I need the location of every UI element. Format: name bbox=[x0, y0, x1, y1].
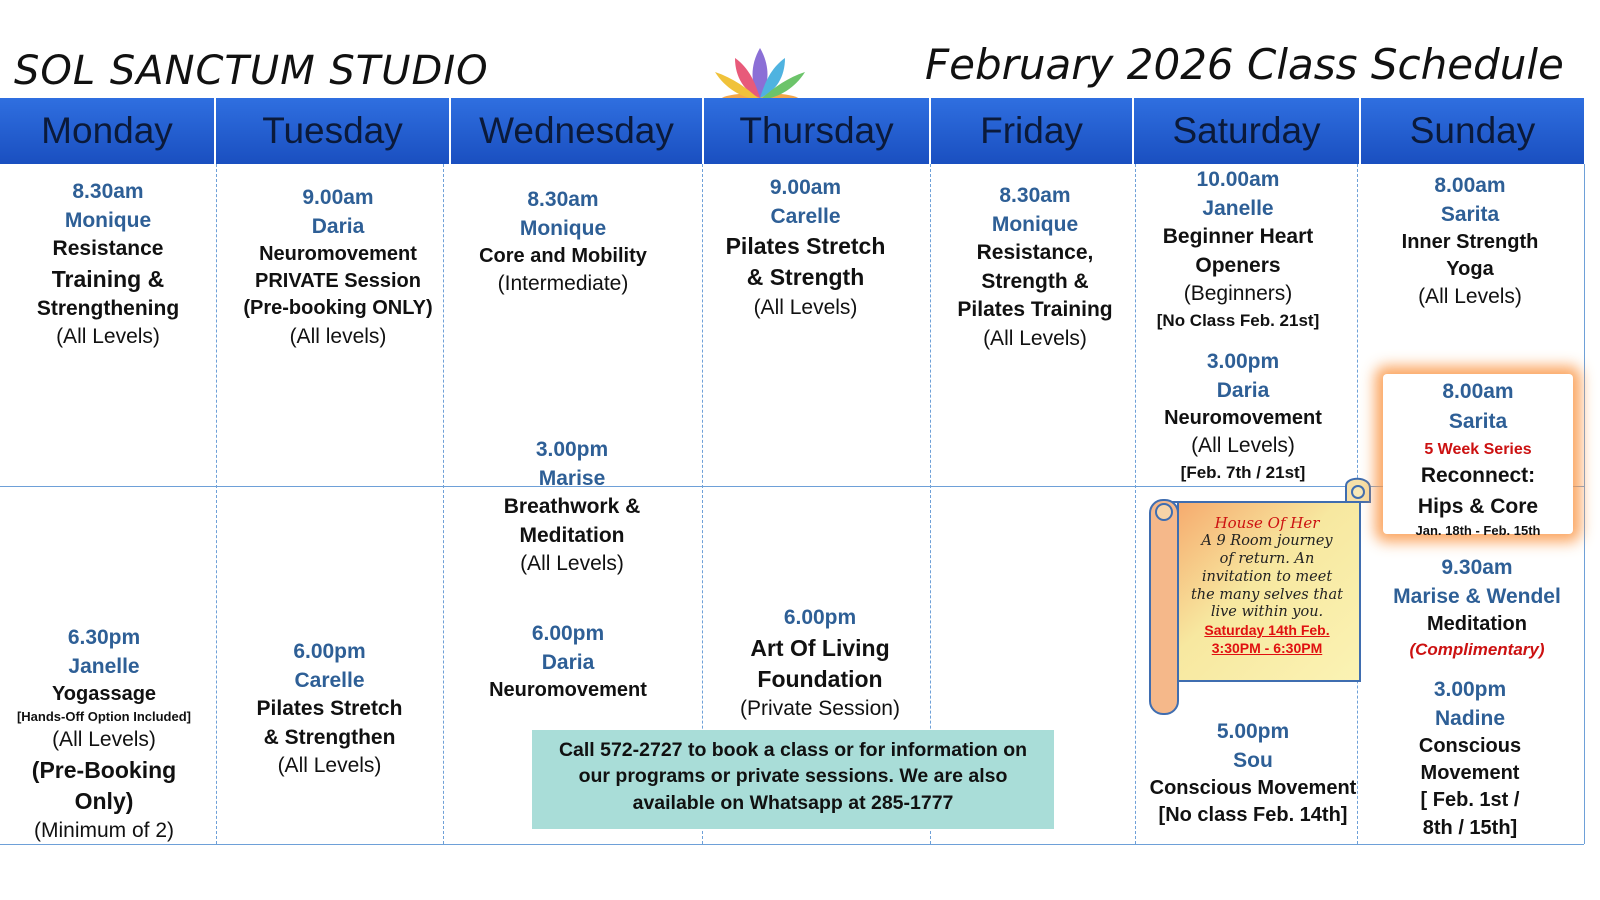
class-time: 6.00pm bbox=[531, 622, 605, 645]
class-teacher: Daria bbox=[1216, 378, 1270, 402]
thursday-morning-class bbox=[692, 174, 919, 322]
day-header-wednesday: Wednesday bbox=[451, 98, 704, 164]
class-time: 8.30am bbox=[527, 188, 599, 211]
monday-morning-class bbox=[0, 178, 216, 352]
class-name: & Strength bbox=[746, 264, 865, 291]
day-header-tuesday: Tuesday bbox=[216, 98, 451, 164]
class-name: Movement bbox=[1420, 762, 1520, 785]
class-level: (Private Session) bbox=[740, 697, 900, 721]
day-header-bar bbox=[0, 98, 1584, 164]
event-line: invitation to meet bbox=[1201, 568, 1333, 585]
class-time: 9.00am bbox=[769, 176, 842, 199]
class-teacher: Monique bbox=[519, 216, 607, 240]
class-level: (All Levels) bbox=[56, 325, 160, 349]
class-teacher: Sarita bbox=[1448, 410, 1508, 434]
class-teacher: Sou bbox=[1233, 748, 1273, 772]
day-header-monday: Monday bbox=[0, 98, 216, 164]
class-name: Art Of Living bbox=[750, 634, 890, 661]
class-name: Hips & Core bbox=[1417, 494, 1539, 518]
class-booking-note: (Pre-Booking Only) bbox=[31, 756, 177, 814]
sunday-mid-class bbox=[1367, 554, 1587, 661]
class-teacher: Monique bbox=[991, 212, 1079, 236]
class-name: & Strengthen bbox=[263, 725, 396, 749]
friday-morning-class bbox=[920, 182, 1150, 353]
class-time: 6.30pm bbox=[67, 626, 141, 649]
day-header-sunday: Sunday bbox=[1409, 110, 1536, 151]
tuesday-evening-class bbox=[216, 638, 443, 781]
class-name: Yoga bbox=[1446, 258, 1494, 281]
class-teacher: Janelle bbox=[68, 654, 140, 678]
event-time: 3:30PM - 6:30PM bbox=[1211, 639, 1323, 656]
class-name: Foundation bbox=[757, 665, 883, 692]
thursday-evening-class bbox=[705, 604, 935, 724]
class-option-note: [Hands-Off Option Included] bbox=[16, 709, 192, 725]
class-teacher: Daria bbox=[311, 214, 365, 238]
contact-info-box bbox=[532, 730, 1054, 829]
class-minimum-note: (Minimum of 2) bbox=[33, 819, 175, 843]
class-name: Yogassage bbox=[51, 683, 157, 706]
event-date: Saturday 14th Feb. bbox=[1204, 622, 1330, 639]
class-name: Core and Mobility bbox=[479, 245, 647, 268]
class-name: Beginner Heart bbox=[1162, 225, 1314, 249]
event-line: A 9 Room journey bbox=[1201, 532, 1333, 549]
class-teacher: Carelle bbox=[770, 204, 841, 228]
class-time: 8.30am bbox=[999, 184, 1071, 207]
day-header-saturday: Saturday bbox=[1134, 98, 1361, 164]
class-time: 6.00pm bbox=[293, 640, 366, 663]
day-header-thursday: Thursday bbox=[704, 98, 931, 164]
class-name: Neuromovement bbox=[259, 243, 417, 266]
class-level: (All Levels) bbox=[753, 295, 858, 319]
class-teacher: Monique bbox=[64, 208, 152, 232]
class-teacher: Carelle bbox=[294, 668, 365, 692]
event-line: of return. An bbox=[1219, 550, 1315, 567]
class-time: 5.00pm bbox=[1216, 720, 1290, 743]
day-header-friday: Friday bbox=[931, 98, 1134, 164]
contact-line: our programs or private sessions. We are also bbox=[578, 765, 1008, 788]
class-time: 9.00am bbox=[302, 186, 374, 209]
table-right-border bbox=[1584, 164, 1585, 844]
studio-name: SOL SANCTUM STUDIO bbox=[14, 48, 489, 94]
class-teacher: Janelle bbox=[1202, 196, 1274, 220]
class-note: (Complimentary) bbox=[1409, 640, 1545, 660]
sunday-morning-class bbox=[1360, 172, 1580, 312]
class-name: Pilates Stretch bbox=[256, 697, 403, 721]
class-teacher: Marise & Wendel bbox=[1393, 584, 1561, 608]
class-time: 9.30am bbox=[1441, 556, 1513, 579]
class-name: Strength & bbox=[981, 269, 1089, 293]
class-note: [Feb. 7th / 21st] bbox=[1180, 462, 1306, 482]
class-time: 3.00pm bbox=[535, 438, 609, 461]
class-note: [No Class Feb. 21st] bbox=[1156, 310, 1320, 330]
class-level: (All Levels) bbox=[1191, 434, 1295, 458]
class-level: (Beginners) bbox=[1183, 282, 1293, 306]
class-name: Resistance bbox=[52, 237, 164, 261]
class-level: (All Levels) bbox=[52, 727, 156, 751]
series-dates: Jan. 18th - Feb. 15th bbox=[1415, 522, 1541, 538]
class-name: Neuromovement bbox=[1164, 407, 1322, 430]
wednesday-afternoon-class bbox=[452, 436, 692, 579]
class-time: 8.00am bbox=[1442, 380, 1514, 403]
class-name: Meditation bbox=[1427, 613, 1527, 636]
class-note: [No class Feb. 14th] bbox=[1158, 804, 1348, 827]
class-teacher: Sarita bbox=[1440, 202, 1500, 226]
class-level: (Intermediate) bbox=[497, 272, 629, 296]
class-teacher: Daria bbox=[541, 650, 595, 674]
class-name: Breathwork & bbox=[503, 495, 641, 519]
contact-line: Call 572-2727 to book a class or for information on bbox=[558, 739, 1028, 761]
monday-evening-class bbox=[0, 624, 208, 846]
saturday-evening-class bbox=[1140, 718, 1366, 829]
event-line: live within you. bbox=[1210, 604, 1324, 621]
sunday-afternoon-class bbox=[1360, 676, 1580, 842]
class-name: PRIVATE Session bbox=[255, 270, 421, 293]
saturday-morning-class bbox=[1127, 166, 1349, 332]
contact-line: available on Whatsapp at 285-1777 bbox=[632, 791, 954, 814]
class-teacher: Nadine bbox=[1434, 706, 1505, 730]
class-teacher: Marise bbox=[538, 466, 606, 490]
event-title: House Of Her bbox=[1214, 514, 1320, 532]
class-note: [ Feb. 1st / bbox=[1420, 789, 1520, 812]
series-label: 5 Week Series bbox=[1424, 440, 1532, 458]
class-time: 10.00am bbox=[1196, 168, 1280, 191]
class-level: (All Levels) bbox=[983, 326, 1087, 350]
class-time: 3.00pm bbox=[1433, 678, 1507, 701]
event-line: the many selves that bbox=[1190, 586, 1343, 603]
class-time: 3.00pm bbox=[1206, 350, 1280, 373]
class-time: 8.00am bbox=[1434, 174, 1506, 197]
class-time: 6.00pm bbox=[783, 606, 857, 629]
class-name: Reconnect: bbox=[1420, 464, 1536, 488]
schedule-title: February 2026 Class Schedule bbox=[925, 40, 1564, 89]
class-name: Strengthening bbox=[36, 296, 180, 320]
class-level: (All levels) bbox=[289, 324, 387, 348]
class-name: Pilates Training bbox=[957, 298, 1113, 322]
saturday-afternoon-class bbox=[1132, 348, 1354, 484]
class-name: Neuromovement bbox=[489, 679, 647, 702]
class-name: Training & bbox=[51, 265, 165, 292]
class-note: 8th / 15th] bbox=[1422, 816, 1518, 839]
class-name: Meditation bbox=[519, 523, 625, 547]
class-time: 8.30am bbox=[72, 180, 144, 203]
class-name: Pilates Stretch bbox=[725, 233, 886, 260]
wednesday-evening-class bbox=[448, 620, 688, 704]
class-booking-note: (Pre-booking ONLY) bbox=[243, 297, 433, 320]
sunday-series-class bbox=[1383, 377, 1573, 541]
class-name: Conscious Movement bbox=[1149, 777, 1357, 800]
table-bottom-border bbox=[0, 844, 1584, 845]
tuesday-morning-class bbox=[222, 184, 454, 351]
class-level: (All Levels) bbox=[277, 754, 382, 778]
class-level: (All Levels) bbox=[520, 552, 624, 576]
class-name: Inner Strength bbox=[1401, 231, 1539, 254]
wednesday-morning-class bbox=[443, 186, 683, 299]
class-name: Conscious bbox=[1418, 735, 1522, 758]
class-name: Resistance, bbox=[976, 241, 1094, 265]
class-level: (All Levels) bbox=[1418, 285, 1522, 309]
class-name: Openers bbox=[1195, 253, 1281, 277]
event-description bbox=[1172, 514, 1362, 657]
